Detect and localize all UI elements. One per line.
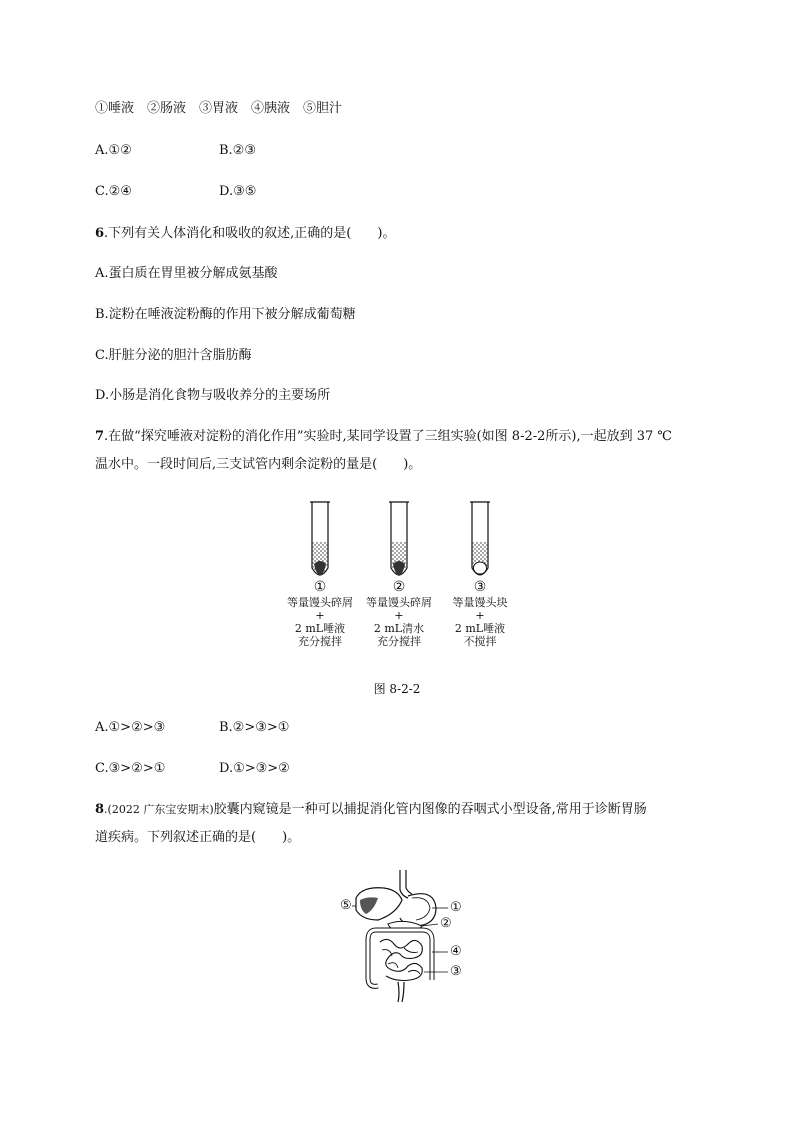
q8-source: .(2022 广东宝安期末) — [104, 803, 214, 816]
tube-3-line1: 等量馒头块 — [452, 596, 508, 609]
q5-option-b: B.②③ — [219, 143, 256, 158]
tube-label-3 — [435, 578, 525, 648]
tube-3-line3: 不搅拌 — [463, 635, 497, 648]
organ-label-1: ① — [450, 900, 462, 915]
organ-label-4: ④ — [450, 944, 462, 959]
q6-option-a: A.蛋白质在胃里被分解成氨基酸 — [95, 266, 278, 281]
q7-option-a: A.①>②>③ — [95, 720, 166, 735]
tube-number-3: ③ — [473, 579, 487, 595]
q5-option-a: A.①② — [95, 143, 132, 158]
q7-option-b: B.②>③>① — [219, 720, 290, 735]
test-tubes-figure — [276, 498, 516, 588]
tube-label-2 — [354, 578, 444, 648]
tube-label-1 — [275, 578, 365, 648]
q5-option-d: D.③⑤ — [219, 184, 257, 199]
q6-option-b: B.淀粉在唾液淀粉酶的作用下被分解成葡萄糖 — [95, 307, 356, 322]
tube-3-plus: + — [475, 609, 485, 622]
q7-option-c: C.③>②>① — [95, 761, 166, 776]
q7-option-d: D.①>③>② — [219, 761, 290, 776]
figure-caption-8-2-2: 图 8-2-2 — [373, 682, 421, 696]
q8-number: 8 — [95, 802, 105, 817]
tube-2-plus: + — [394, 609, 404, 622]
digestive-system-figure — [338, 868, 468, 1003]
tube-2-line3: 充分搅拌 — [377, 635, 421, 648]
test-tube-1 — [310, 502, 330, 576]
q7-stem-line1 — [95, 427, 672, 447]
q8-stem-text: 胶囊内窥镜是一种可以捕捉消化管内图像的吞咽式小型设备,常用于诊断胃肠 — [213, 802, 647, 817]
q7-stem-text: .在做“探究唾液对淀粉的消化作用”实验时,某同学设置了三组实验(如图 8-2-2所示),一起放到 37 ℃ — [104, 429, 672, 444]
tube-1-line2: 2 mL唾液 — [294, 622, 346, 635]
q6-number: 6 — [95, 226, 105, 241]
tube-number-2: ② — [392, 579, 406, 595]
q8-stem-line1 — [95, 800, 647, 820]
test-tube-3 — [470, 502, 490, 575]
organ-label-5: ⑤ — [340, 898, 352, 913]
tube-1-line3: 充分搅拌 — [298, 635, 342, 648]
tube-1-line1: 等量馒头碎屑 — [287, 596, 353, 609]
organ-label-3: ③ — [450, 964, 462, 979]
tube-2-line2: 2 mL清水 — [373, 622, 425, 635]
q6-option-d: D.小肠是消化食物与吸收养分的主要场所 — [95, 388, 331, 403]
q6-stem — [95, 224, 395, 244]
q5-option-c: C.②④ — [95, 184, 132, 199]
organ-label-2: ② — [440, 916, 452, 931]
q5-items: ①唾液 ②肠液 ③胃液 ④胰液 ⑤胆汁 — [95, 101, 343, 116]
q8-stem-line2: 道疾病。下列叙述正确的是( )。 — [95, 830, 301, 845]
test-tube-2 — [389, 502, 409, 576]
q7-number: 7 — [95, 429, 105, 444]
tube-number-1: ① — [313, 579, 327, 595]
tube-2-line1: 等量馒头碎屑 — [366, 596, 432, 609]
tube-3-line2: 2 mL唾液 — [454, 622, 506, 635]
q6-stem-text: .下列有关人体消化和吸收的叙述,正确的是( )。 — [104, 226, 396, 241]
tube-1-plus: + — [315, 609, 325, 622]
q6-option-c: C.肝脏分泌的胆汁含脂肪酶 — [95, 348, 252, 363]
q7-stem-line2: 温水中。一段时间后,三支试管内剩余淀粉的量是( )。 — [95, 457, 422, 472]
